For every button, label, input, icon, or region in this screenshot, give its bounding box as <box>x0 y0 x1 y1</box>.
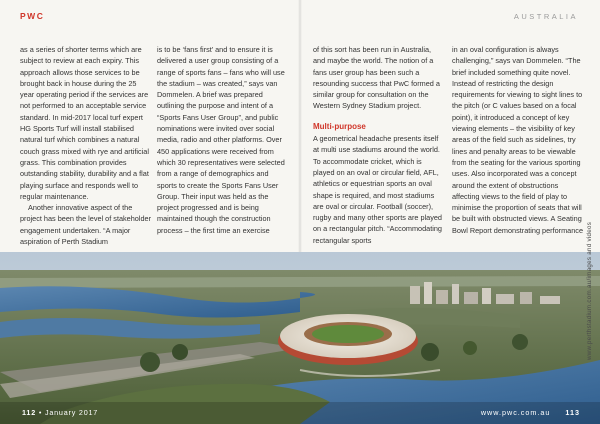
issue-date: January 2017 <box>44 408 99 417</box>
paragraph: of this sort has been run in Australia, and maybe the world. The notion of a fans user group has been such a resounding success that PwC formed a similar group for consultation on the Western Sydney Stadium project. <box>313 45 440 111</box>
paragraph: is to be ‘fans first’ and to ensure it is delivered a user group consisting of a range of sports fans – fans who will use the stadium – was created,” says van Dommelen. A brief was prepared outlining the purpose and intent of a “Sports Fans User Group”, and public nominations were invited over social media, radio and other platforms. Over 450 applications were received from which 30 representatives were selected from a range of demographics and sports to create the Sports Fans User Group. Their input was held as the project progressed and is being maintained though the construction process – the first time an exercise <box>157 45 285 235</box>
aerial-illustration <box>0 252 600 424</box>
footer-separator: • <box>38 408 45 417</box>
text-column-2 <box>157 44 289 236</box>
photo-credit: www.perthstadium.com.au/images and videos <box>586 221 593 360</box>
footer-right <box>481 408 580 417</box>
footer-url: www.pwc.com.au <box>480 408 551 417</box>
footer-left <box>22 408 98 417</box>
left-page-number: 112 <box>22 408 36 417</box>
brand-logo-text: PWC <box>20 11 45 21</box>
right-page-number: 113 <box>565 408 580 417</box>
paragraph: A geometrical headache presents itself at multi use stadiums around the world. To accommodate cricket, which is played on an oval or circular field, AFL, athletics or equestrian sports an oval shape is required, and most stadiums are oval or circular. Football (soccer), rugby and many other sports are played on a rectangular pitch. “Accommodating rectangular sports <box>313 134 442 245</box>
text-column-3 <box>313 44 445 246</box>
section-label: AUSTRALIA <box>513 12 578 21</box>
paragraph: Another innovative aspect of the project has been the level of stakeholder engagement undertaken. “A major aspiration of Perth Stadium <box>20 203 152 247</box>
paragraph: as a series of shorter terms which are subject to review at each expiry. This approach allows those services to be brought back in house during the 25 year operating period if the services are not performed to an acceptable service standard. In mid-2017 local turf expert HG Sports Turf will install stabilised natural turf which combines a natural couch grass mixed with rye and artificial grass. This combination provides outstanding stability, durability and a flat playing surface and responds well to regular maintenance. <box>20 45 149 201</box>
stadium-aerial-photo <box>0 252 600 424</box>
text-column-4 <box>452 44 584 236</box>
paragraph: in an oval configuration is always challenging,” says van Dommelen. “The brief included something quite novel. Instead of restricting the design requirements for viewing to sight lines to the pitch (or C values based on a focal point), it introduced a concept of key viewing elements – the visibility of key areas of the field such as sidelines, try lines and penalty areas to be viewable from the seating for the various sporting uses. Also incorporated was a concept around the extent of obstructions affecting views to the field of play to minimise the proportion of seats that will be built with obstructed views. A Seating Bowl Report demonstrating performance <box>452 45 584 235</box>
subheading: Multi-purpose <box>313 121 366 131</box>
text-column-1 <box>20 44 152 247</box>
